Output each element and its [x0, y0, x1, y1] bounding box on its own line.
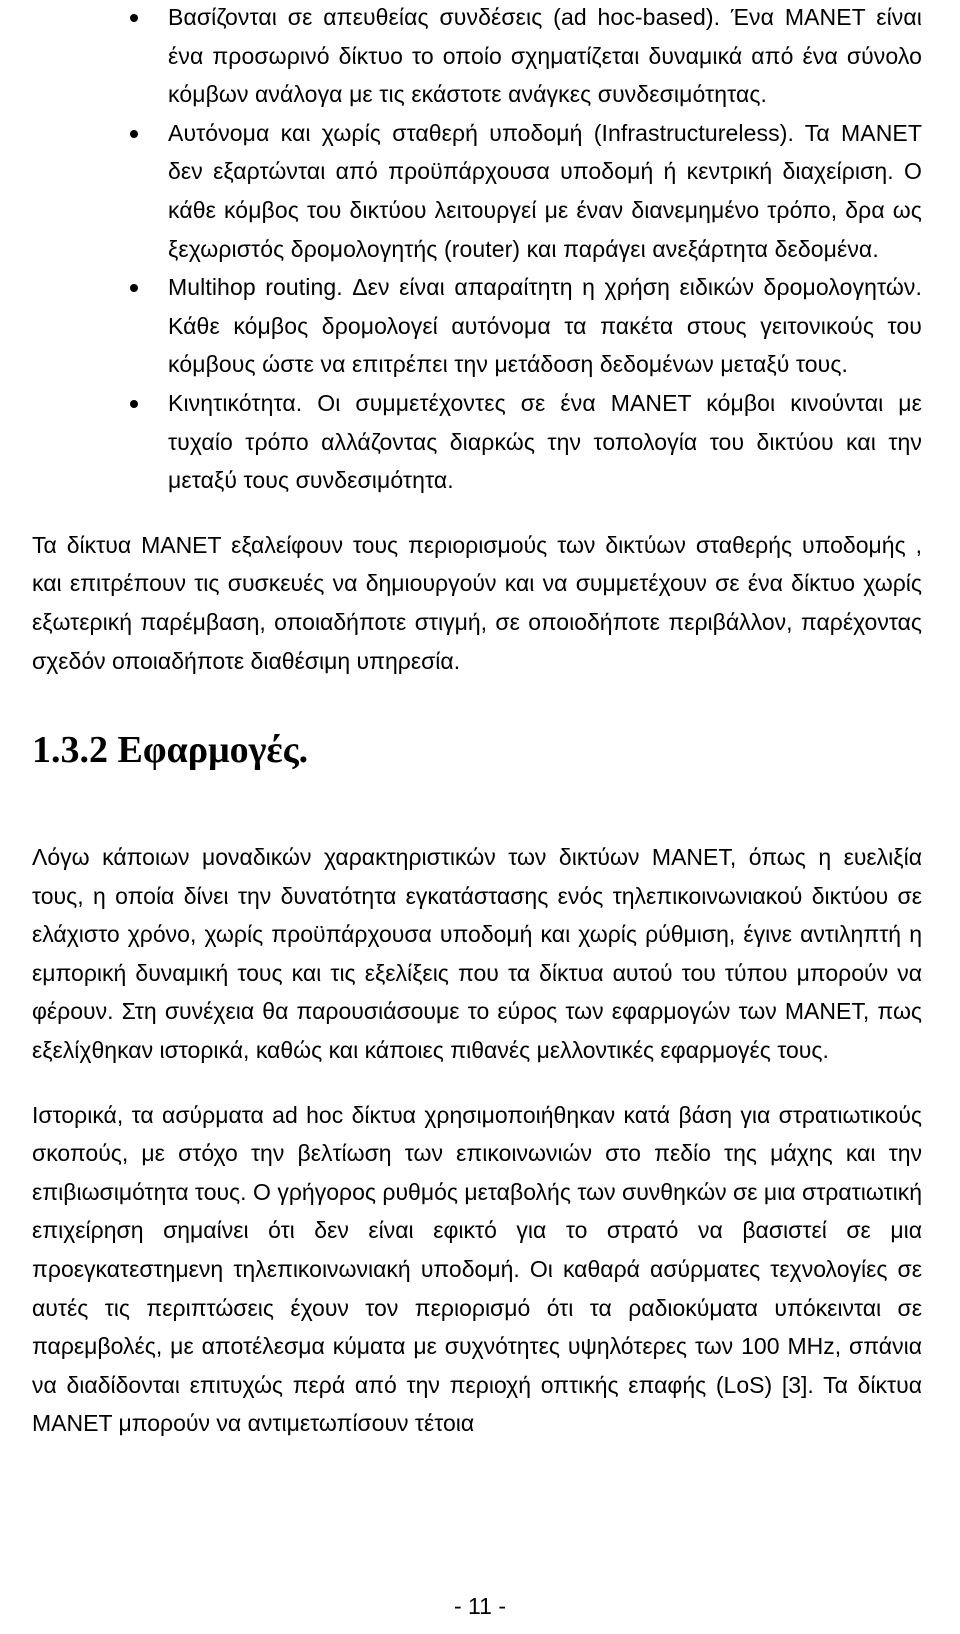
bullet-item-multihop-routing: [32, 268, 922, 384]
bullet-dot-icon: [130, 284, 138, 292]
paragraph-manet-advantages: Τα δίκτυα MANET εξαλείφουν τους περιορισμούς των δικτύων σταθερής υποδομής , και επιτρέπουν τις συσκευές να δημιουργούν και να συμμετέχουν σε ένα δίκτυο χωρίς εξωτερική παρέμβαση, οποιαδήποτε στιγμή, σε οποιοδήποτε περιβάλλον, παρέχοντας σχεδόν οποιαδήποτε διαθέσιμη υπηρεσία.: [32, 531, 922, 674]
paragraph-military-history: Ιστορικά, τα ασύρματα ad hoc δίκτυα χρησιμοποιήθηκαν κατά βάση για στρατιωτικούς σκοπούς, με στόχο την βελτίωση των επικοινωνιών στο πεδίο της μάχης και την επιβιωσιμότητα τους. Ο γρήγορος ρυθμός μεταβολής των συνθηκών σε μια στρατιωτική επιχείρηση σημαίνει ότι δεν είναι εφικτό για το στρατό να βασιστεί σε μια προεγκατεστημενη τηλεπικοινωνιακή υποδομή. Οι καθαρά ασύρματες τεχνολογίες σε αυτές τις περιπτώσεις έχουν τον περιορισμό ότι τα ραδιοκύματα υπόκεινται σε παρεμβολές, με αποτέλεσμα κύματα με συχνότητες υψηλότερες των 100 MHz, σπάνια να διαδίδονται επιτυχώς περά από την περιοχή οπτικής επαφής (LoS) [3]. Τα δίκτυα MANET μπορούν να αντιμετωπίσουν τέτοια: [32, 1101, 922, 1437]
paragraph-applications-intro: Λόγω κάποιων μοναδικών χαρακτηριστικών των δικτύων MANET, όπως η ευελιξία τους, η οποία δίνει την δυνατότητα εγκατάστασης ενός τηλεπικοινωνιακού δικτύου σε ελάχιστο χρόνο, χωρίς προϋπάρχουσα υποδομή και χωρίς ρύθμιση, έγινε αντιληπτή η εμπορική δυναμική τους και τις εξελίξεις που τα δίκτυα αυτού του τύπου μπορούν να φέρουν. Στη συνέχεια θα παρουσιάσουμε το εύρος των εφαρμογών των MANET, πως εξελίχθηκαν ιστορικά, καθώς και κάποιες πιθανές μελλοντικές εφαρμογές τους.: [32, 844, 922, 1064]
document-page: [32, 0, 922, 1443]
page-number: - 11 -: [454, 1593, 506, 1619]
bullet-text: Κινητικότητα. Οι συμμετέχοντες σε ένα MANET κόμβοι κινούνται με τυχαίο τρόπο αλλάζοντας διαρκώς την τοπολογία του δικτύου και την μεταξύ τους συνδεσιμότητα.: [168, 389, 922, 494]
bullet-dot-icon: [130, 130, 138, 138]
section-heading: 1.3.2 Εφαρμογές.: [32, 729, 309, 772]
bullet-dot-icon: [130, 400, 138, 408]
bullet-text: Multihop routing. Δεν είναι απαραίτητη η χρήση ειδικών δρομολογητών. Κάθε κόμβος δρομολογεί αυτόνομα τα πακέτα στους γειτονικούς του κόμβους ώστε να επιτρέπει την μετάδοση δεδομένων μεταξύ τους.: [168, 274, 922, 378]
bullet-item-ad-hoc: [32, 0, 922, 114]
bullet-item-infrastructureless: [32, 114, 922, 268]
feature-bullet-list: [32, 0, 922, 500]
bullet-text: Αυτόνομα και χωρίς σταθερή υποδομή (Infrastructureless). Τα MANET δεν εξαρτώνται από προϋπάρχουσα υποδομή ή κεντρική διαχείριση. Ο κάθε κόμβος του δικτύου λειτουργεί με έναν διανεμημένο τρόπο, δρα ως ξεχωριστός δρομολογητής (router) και παράγει ανεξάρτητα δεδομένα.: [168, 119, 922, 262]
bullet-item-mobility: [32, 384, 922, 500]
bullet-dot-icon: [130, 14, 138, 22]
bullet-text: Βασίζονται σε απευθείας συνδέσεις (ad hoc-based). Ένα MANET είναι ένα προσωρινό δίκτυο το οποίο σχηματίζεται δυναμικά από ένα σύνολο κόμβων ανάλογα με τις εκάστοτε ανάγκες συνδεσιμότητας.: [168, 4, 922, 108]
